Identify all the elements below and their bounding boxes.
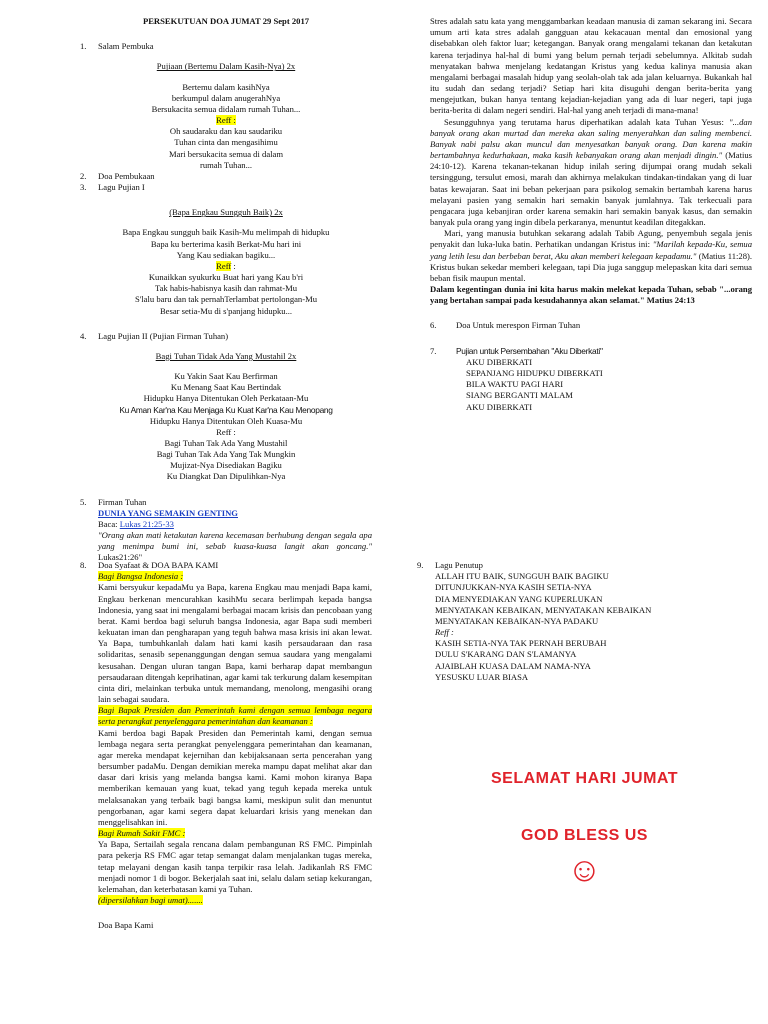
item-number: 7.	[430, 345, 437, 356]
agenda-item-1	[80, 41, 372, 52]
lyric-line: Ku Aman Kar'na Kau Menjaga Ku Kuat Kar'na Kau Menopang	[119, 404, 333, 415]
lyric-line: Kunaikkan syukurku Buat hari yang Kau b'ri	[148, 272, 304, 283]
lyric-line: Mujizat-Nya Disediakan Bagiku	[170, 460, 282, 471]
lyric-line: MENYATAKAN KEBAIKAN-NYA PADAKU	[435, 615, 599, 626]
sermon-conclusion: Dalam kegentingan dunia ini kita harus makin melekat kepada Tuhan, sebab "...orang yang bertahan sampai pada kesudahannya akan selamat." Matius 24:13	[430, 284, 752, 306]
top-right-panel	[430, 16, 752, 413]
bottom-right-panel	[417, 560, 752, 888]
item-number: 4.	[80, 330, 87, 341]
reff-label: Reff :	[216, 115, 236, 126]
prayer-heading: Bagi Bangsa Indonesia :	[98, 571, 184, 582]
sermon-paragraph: Stres adalah satu kata yang menggambarkan keadaan manusia di zaman sekarang ini. Secara umum arti kata stres adalah gangguan atau kekacauan mental dan emosional yang disebabkan oleh faktor luar; ketegangan. Banyak orang mengalami tekanan dan ketakutan karena terjadinya hal-hal di bumi yang belum pernah terjadi sebelumnya. Alkitab sudah menyatakan bahwa menjelang kedatangan Kristus yang kedua kalinya manusia akan mengalami berbagai masalah hidup yang seolah-olah tak ada jalan keluarnya. Bukankah hal itu sudah dan sedang terjadi? Setiap hari kita disuguhi dengan berita-berita yang mengejutkan, bukan hanya tentang kejadian-kejadian yang ada di luar negeri, tapi juga berita-berita di dalam negeri sendiri. Hal-hal yang aneh terjadi di mana-mana!	[430, 16, 752, 116]
prayer-heading: Bagi Rumah Sakit FMC :	[98, 828, 186, 839]
lyric-line: Ku Yakin Saat Kau Berfirman	[174, 371, 278, 382]
lyric-line: DITUNJUKKAN-NYA KASIH SETIA-NYA	[435, 582, 592, 593]
prayer-text: Kami bersyukur kepadaMu ya Bapa, karena Engkau mau menjadi Bapa kami, Engkau berkenan mencurahkan kasihMu secara berlimpah kepada bangsa Indonesia, yang saat ini mengalami berbagai macam krisis dan pencobaan yang berat. Kami berdoa bagi seluruh bangsa Indonesia, agar Bapa sudi memberi kekuatan iman dan pengharapan yang teguh bahwa masa krisis ini akan lewat. Ya Bapa, tumbuhkanlah dalam hati kami kasih persaudaraan dan rasa solidaritas, senasib sepenanggungan dengan semua saudara yang mengalami kesusahan. Dengan uluran tangan Bapa, kami berharap dapat membangun persaudaraan ditengah keprihatinan, agar kami tak terkurung dalam kesempitan cinta diri, melainkan terbuka untuk memandang, menolong, mengasihi orang lain sebagai saudara.	[98, 582, 372, 705]
page-title: PERSEKUTUAN DOA JUMAT 29 Sept 2017	[142, 16, 310, 26]
quote-reference: Lukas21:26"	[98, 552, 143, 563]
baca-label: Baca:	[98, 518, 118, 529]
lyric-line: Bapa Engkau sungguh baik Kasih-Mu melimpah di hidupku	[122, 227, 330, 238]
blessing-banner: GOD BLESS US	[521, 826, 648, 844]
scripture-link[interactable]: Lukas 21:25-33	[119, 518, 174, 529]
item-number: 1.	[80, 41, 87, 52]
reff-label: Reff :	[435, 627, 454, 638]
item-label: Lagu Penutup	[435, 560, 483, 570]
lyric-line: Hidupku Hanya Ditentukan Oleh Kuasa-Mu	[149, 415, 303, 426]
item-number: 6.	[430, 320, 437, 331]
scripture-quote: "Marilah kepada-Ku, semua yang letih lesu dan berbeban berat, Aku akan memberi kelegaan kepadamu."	[430, 239, 753, 261]
lyric-line: DIA MENYEDIAKAN YANG KUPERLUKAN	[435, 593, 603, 604]
sermon-paragraph: Mari, yang manusia butuhkan sekarang adalah Tabib Agung, penyembuh segala jenis penyakit dan luka-luka batin. Perhatikan undangan Kristus ini: "Marilah kepada-Ku, semua yang letih lesu dan berbeban berat, Aku akan memberi kelegaan kepadamu." (Matius 11:28). Kristus bukan sekedar memberi kelegaan, tapi Dia juga sanggup melepaskan kita dari semua beban fisik maupun mental.	[430, 228, 753, 283]
lyric-line: Yang Kau sediakan bagiku...	[176, 249, 276, 260]
prayer-text: Kami berdoa bagi Bapak Presiden dan Pemerintah kami, dengan semua lembaga negara serta perangkat penyelenggara pemerintahan dan keamanan, agar mereka mendapat kejernihan dan kebijaksanaan serta pencerahan yang bersumber padaMu. Dengan demikian mereka mampu dapat melihat akar dan dasar dari krisis yang melanda bangsa kami. Kami mohon kiranya Bapa memberikan kemauan yang kuat, tekad yang teguh kepada mereka untuk melaksanakan yang terbaik bagi bangsa kami, meskipun sulit dan menuntut pengorbanan, agar kami segera dapat keluardari krisis yang menekan dan menggelisahkan ini.	[98, 727, 372, 827]
lyric-line: rumah Tuhan...	[199, 159, 253, 170]
agenda-item-5	[80, 497, 372, 508]
lyric-line: Bertemu dalam kasihNya	[182, 81, 270, 92]
item-label: Doa Pembukaan	[98, 170, 155, 181]
item-number: 3.	[80, 182, 87, 193]
song-verse	[80, 371, 372, 482]
lyric-line: Ku Menang Saat Kau Bertindak	[170, 382, 282, 393]
lyric-line: KASIH SETIA-NYA TAK PERNAH BERUBAH	[435, 638, 607, 649]
lyric-line: Bagi Tuhan Tak Ada Yang Tak Mungkin	[156, 449, 296, 460]
lyric-line: Bapa ku berterima kasih Berkat-Mu hari ini	[150, 238, 302, 249]
prayer-heading: Bagi Bapak Presiden dan Pemerintah kami dengan semua lembaga negara serta perangkat penyelenggara pemerintahan dan keamanan :	[98, 705, 372, 727]
item-number: 2.	[80, 170, 87, 181]
lyric-line: Bagi Tuhan Tak Ada Yang Mustahil	[164, 437, 288, 448]
prayer-heading: (dipersilahkan bagi umat).......	[98, 895, 203, 906]
lyric-line: DULU S'KARANG DAN S'LAMANYA	[435, 649, 577, 660]
item-label: Lagu Pujian II (Pujian Firman Tuhan)	[98, 330, 229, 341]
agenda-item-4	[80, 331, 372, 342]
item-number: 9.	[417, 560, 424, 570]
lyric-line: berkumpul dalam anugerahNya	[171, 92, 281, 103]
song-title: Bagi Tuhan Tidak Ada Yang Mustahil 2x	[155, 350, 297, 361]
greeting-banner: SELAMAT HARI JUMAT	[490, 769, 679, 787]
prayer-text: Ya Bapa, Sertailah segala rencana dalam pembangunan RS FMC. Pimpinlah para pekerja RS FMC agar tetap semangat dalam menjalankan tugas mereka, tetap melayani dengan kasih tanpa terpikir rasa lelah. Jadikanlah RS FMC menjadi nomor 1 di bogor. Bekerjalah saat ini, selalu dalam setiap kekurangan, kelemahan, dan keterbatasan kami ya Tuhan.	[98, 839, 372, 894]
item-label: Firman Tuhan	[98, 496, 147, 507]
lyric-line: Ku Diangkat Dan Dipulihkan-Nya	[166, 471, 286, 482]
item-label: Pujian untuk Persembahan "Aku Diberkati"	[456, 345, 603, 356]
scripture-quote: "...dan banyak orang akan murtad dan mereka akan saling menyerahkan dan saling membenci. Banyak nabi palsu akan muncul dan menyesatkan banyak orang. Dan karena makin bertambahnya kedurhakaan, maka kasih kebanyakan orang akan menjadi dingin."	[430, 116, 752, 161]
lyric-line: Mari bersukacita semua di dalam	[168, 148, 284, 159]
lyric-line: Besar setia-Mu di s'panjang hidupku...	[159, 305, 293, 316]
offering-song	[466, 357, 752, 413]
lyric-line: AJAIBLAH KUASA DALAM NAMA-NYA	[435, 660, 591, 671]
lyric-line: BILA WAKTU PAGI HARI	[466, 379, 564, 390]
reff-label: Reff :	[216, 426, 236, 437]
closing-prayer: Doa Bapa Kami	[98, 920, 154, 931]
lyric-line: AKU DIBERKATI	[466, 401, 533, 412]
bottom-left-panel	[80, 560, 372, 932]
lyric-line: Tak habis-habisnya kasih dan rahmat-Mu	[154, 283, 298, 294]
lyric-line: MENYATAKAN KEBAIKAN, MENYATAKAN KEBAIKAN	[435, 604, 652, 615]
lyric-line: S'lalu baru dan tak pernahTerlambat pertolongan-Mu	[134, 294, 318, 305]
agenda-item-8	[80, 560, 372, 571]
lyric-line: SIANG BERGANTI MALAM	[466, 390, 573, 401]
song-title: (Bapa Engkau Sungguh Baik) 2x	[169, 207, 283, 218]
sermon-title-link[interactable]: DUNIA YANG SEMAKIN GENTING	[98, 507, 238, 518]
song-title: Pujiaan (Bertemu Dalam Kasih-Nya) 2x	[156, 61, 296, 72]
smiley-icon: ☺	[567, 852, 602, 890]
lyric-line: Hidupku Hanya Ditentukan Oleh Perkataan-Mu	[143, 393, 309, 404]
item-label: Salam Pembuka	[98, 41, 154, 52]
item-number: 5.	[80, 496, 87, 507]
lyric-line: ALLAH ITU BAIK, SUNGGUH BAIK BAGIKU	[435, 571, 609, 582]
lyric-line: SEPANJANG HIDUPKU DIBERKATI	[466, 367, 603, 378]
agenda-item-6	[430, 320, 752, 331]
closing-song	[435, 571, 752, 683]
sermon-quote: "Orang akan mati ketakutan karena kecemasan berhubung dengan segala apa yang menimpa bumi ini, sebab kuasa-kuasa langit akan goncang."	[98, 530, 372, 552]
item-label: Lagu Pujian I	[98, 182, 145, 193]
lyric-line: Bersukacita semua didalam rumah Tuhan...	[151, 103, 301, 114]
lyric-line: AKU DIBERKATI	[466, 356, 533, 367]
lyric-line: Tuhan cinta dan mengasihimu	[174, 137, 278, 148]
agenda-item-7	[430, 346, 752, 357]
agenda-item-3	[80, 182, 372, 193]
item-number: 8.	[80, 560, 87, 570]
lyric-line: YESUSKU LUAR BIASA	[435, 671, 529, 682]
item-label: Doa Syafaat & DOA BAPA KAMI	[98, 560, 219, 570]
song-verse	[80, 82, 372, 171]
song-verse: Bapa Engkau sungguh baik Kasih-Mu melimpah di hidupku Bapa ku berterima kasih Berkat-Mu hari ini Yang Kau sediakan bagiku... Reff : Kunaikkan syukurku Buat hari yang Kau b'ri Tak habis-habisnya kasih dan rahmat-Mu S'lalu baru dan tak pernahTerlambat pertolongan-Mu Besar setia-Mu di s'panjang hidupku...	[80, 227, 372, 316]
lyric-line: Oh saudaraku dan kau saudariku	[169, 126, 283, 137]
item-label: Doa Untuk merespon Firman Tuhan	[456, 320, 581, 331]
reff-label: Reff	[216, 260, 232, 271]
agenda-item-2	[80, 171, 372, 182]
agenda-item-9	[417, 560, 752, 571]
top-left-panel	[80, 16, 372, 564]
sermon-paragraph: Sesungguhnya yang terutama harus diperhatikan adalah kata Tuhan Yesus: "...dan banyak orang akan murtad dan mereka akan saling menyerahkan dan saling membenci. Banyak nabi palsu akan muncul dan menyesatkan banyak orang. Dan karena makin bertambahnya kedurhakaan, maka kasih kebanyakan orang akan menjadi dingin." (Matius 24:10-12). Karena tekanan-tekanan hidup inilah sering dijumpai orang mudah sekali tersinggung, tersulut emosi, marah dan akhirnya melakukan tindakan-tindakan yang di luar batas kewajaran. Saat ini beban pekerjaan para psikolog semakin bertambah karena harus melayani pasien yang semakin hari semakin banyak jumlahnya. Tak terkecuali para pengacara juga kebanjiran order karena semakin hari semakin banyak kasus, dan semakin banyak pula orang yang ingin dibela perkaranya, menuntut keadilan ditegakkan.	[430, 116, 752, 228]
